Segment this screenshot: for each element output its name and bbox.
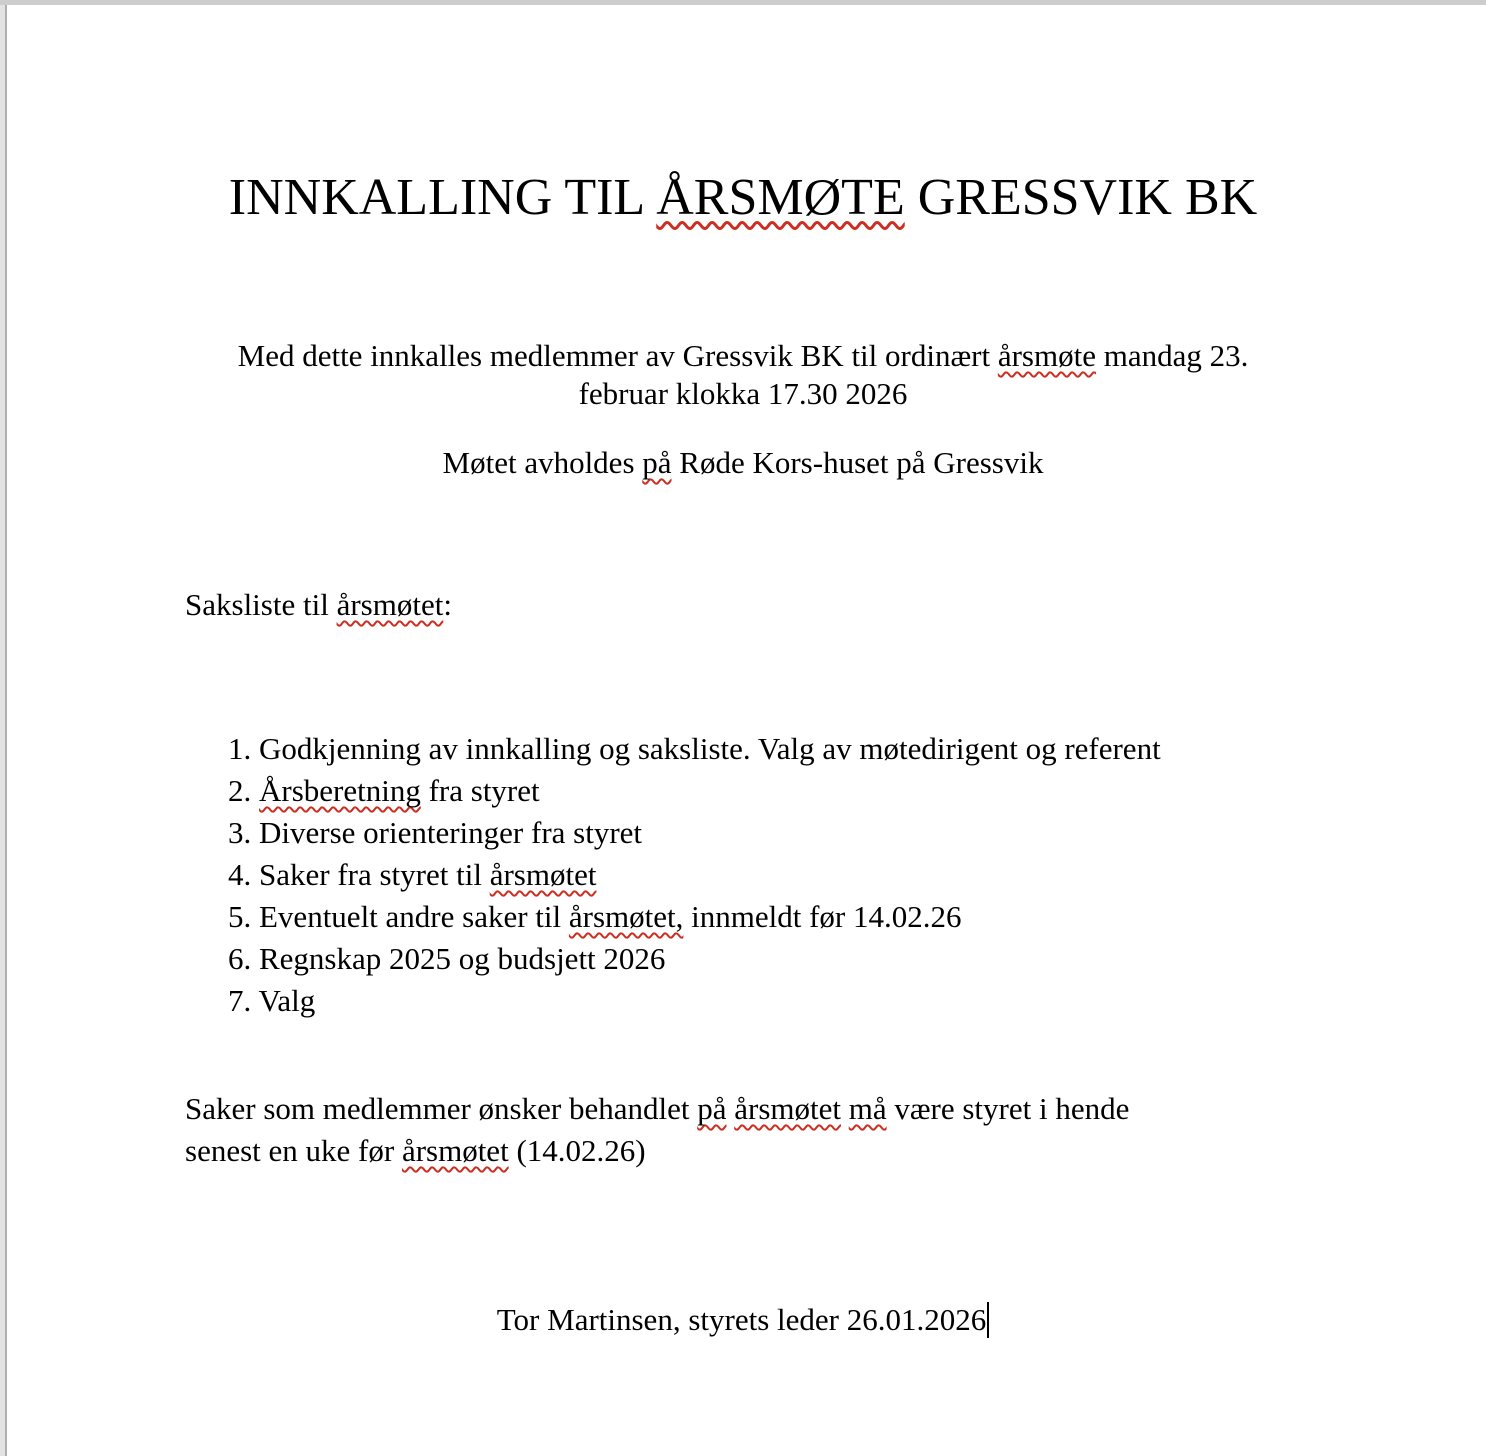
text-segment: Med dette innkalles medlemmer av Gressvik BK til ordinært bbox=[237, 338, 998, 373]
document-title[interactable] bbox=[0, 163, 1486, 233]
text-segment: 1. Godkjenning av innkalling og saksliste. Valg av møtedirigent og referent bbox=[228, 731, 1161, 766]
text-segment: Møtet avholdes bbox=[442, 445, 643, 480]
text-segment: INNKALLING TIL bbox=[228, 169, 657, 226]
signature-text[interactable] bbox=[497, 1302, 986, 1337]
misspelled-word[interactable]: årsmøtet bbox=[489, 857, 597, 892]
text-segment: 6. Regnskap 2025 og budsjett 2026 bbox=[228, 941, 666, 976]
misspelled-word[interactable]: ÅRSMØTE bbox=[656, 169, 905, 226]
text-segment: Tor Martinsen, styrets leder 26.01.2026 bbox=[496, 1302, 987, 1337]
text-segment: innmeldt før 14.02.26 bbox=[683, 899, 962, 934]
misspelled-word[interactable]: på bbox=[642, 445, 672, 480]
misspelled-word[interactable]: på bbox=[697, 1091, 727, 1126]
agenda-list[interactable] bbox=[228, 728, 1486, 1022]
intro-line-1[interactable] bbox=[0, 337, 1486, 375]
document-page[interactable] bbox=[0, 5, 1486, 1456]
misspelled-word[interactable]: årsmøtet bbox=[336, 587, 444, 622]
text-cursor bbox=[987, 1302, 989, 1338]
agenda-item-6[interactable] bbox=[228, 938, 1486, 980]
text-segment: 3. Diverse orienteringer fra styret bbox=[228, 815, 643, 850]
text-segment: Røde Kors-huset på Gressvik bbox=[671, 445, 1044, 480]
misspelled-word[interactable]: Årsberetning bbox=[259, 773, 421, 808]
misspelled-word[interactable]: årsmøtet bbox=[401, 1133, 509, 1168]
agenda-item-4[interactable] bbox=[228, 854, 1486, 896]
agenda-item-1[interactable] bbox=[228, 728, 1486, 770]
agenda-heading[interactable] bbox=[185, 584, 1486, 626]
text-segment: fra styret bbox=[420, 773, 540, 808]
intro-line-2[interactable] bbox=[0, 375, 1486, 413]
misspelled-word[interactable]: årsmøtet, bbox=[568, 899, 684, 934]
text-segment bbox=[841, 1091, 849, 1126]
text-segment: (14.02.26) bbox=[508, 1133, 646, 1168]
text-segment: 2. bbox=[228, 773, 259, 808]
text-segment: Saker som medlemmer ønsker behandlet bbox=[185, 1091, 698, 1126]
text-segment: 5. Eventuelt andre saker til bbox=[228, 899, 569, 934]
text-segment: 4. Saker fra styret til bbox=[228, 857, 490, 892]
closing-paragraph[interactable] bbox=[185, 1088, 1486, 1172]
text-segment: : bbox=[443, 587, 452, 622]
text-segment: være styret i hende bbox=[886, 1091, 1130, 1126]
misspelled-word[interactable]: må bbox=[848, 1091, 887, 1126]
misspelled-word[interactable]: årsmøtet bbox=[734, 1091, 841, 1126]
agenda-item-7[interactable] bbox=[228, 980, 1486, 1022]
misspelled-word[interactable]: årsmøte bbox=[997, 338, 1096, 373]
closing-line-2[interactable] bbox=[185, 1130, 1486, 1172]
text-segment: februar klokka 17.30 2026 bbox=[578, 376, 908, 411]
text-segment: mandag 23. bbox=[1095, 338, 1249, 373]
agenda-item-5[interactable] bbox=[228, 896, 1486, 938]
agenda-item-2[interactable] bbox=[228, 770, 1486, 812]
closing-line-1[interactable] bbox=[185, 1088, 1486, 1130]
agenda-item-3[interactable] bbox=[228, 812, 1486, 854]
venue-line[interactable] bbox=[0, 442, 1486, 484]
intro-paragraph[interactable] bbox=[0, 337, 1486, 413]
text-segment: senest en uke før bbox=[185, 1133, 402, 1168]
text-segment: GRESSVIK BK bbox=[904, 169, 1258, 226]
text-segment: 7. Valg bbox=[228, 983, 316, 1018]
signature-line[interactable] bbox=[0, 1299, 1486, 1341]
text-segment: Saksliste til bbox=[185, 587, 337, 622]
